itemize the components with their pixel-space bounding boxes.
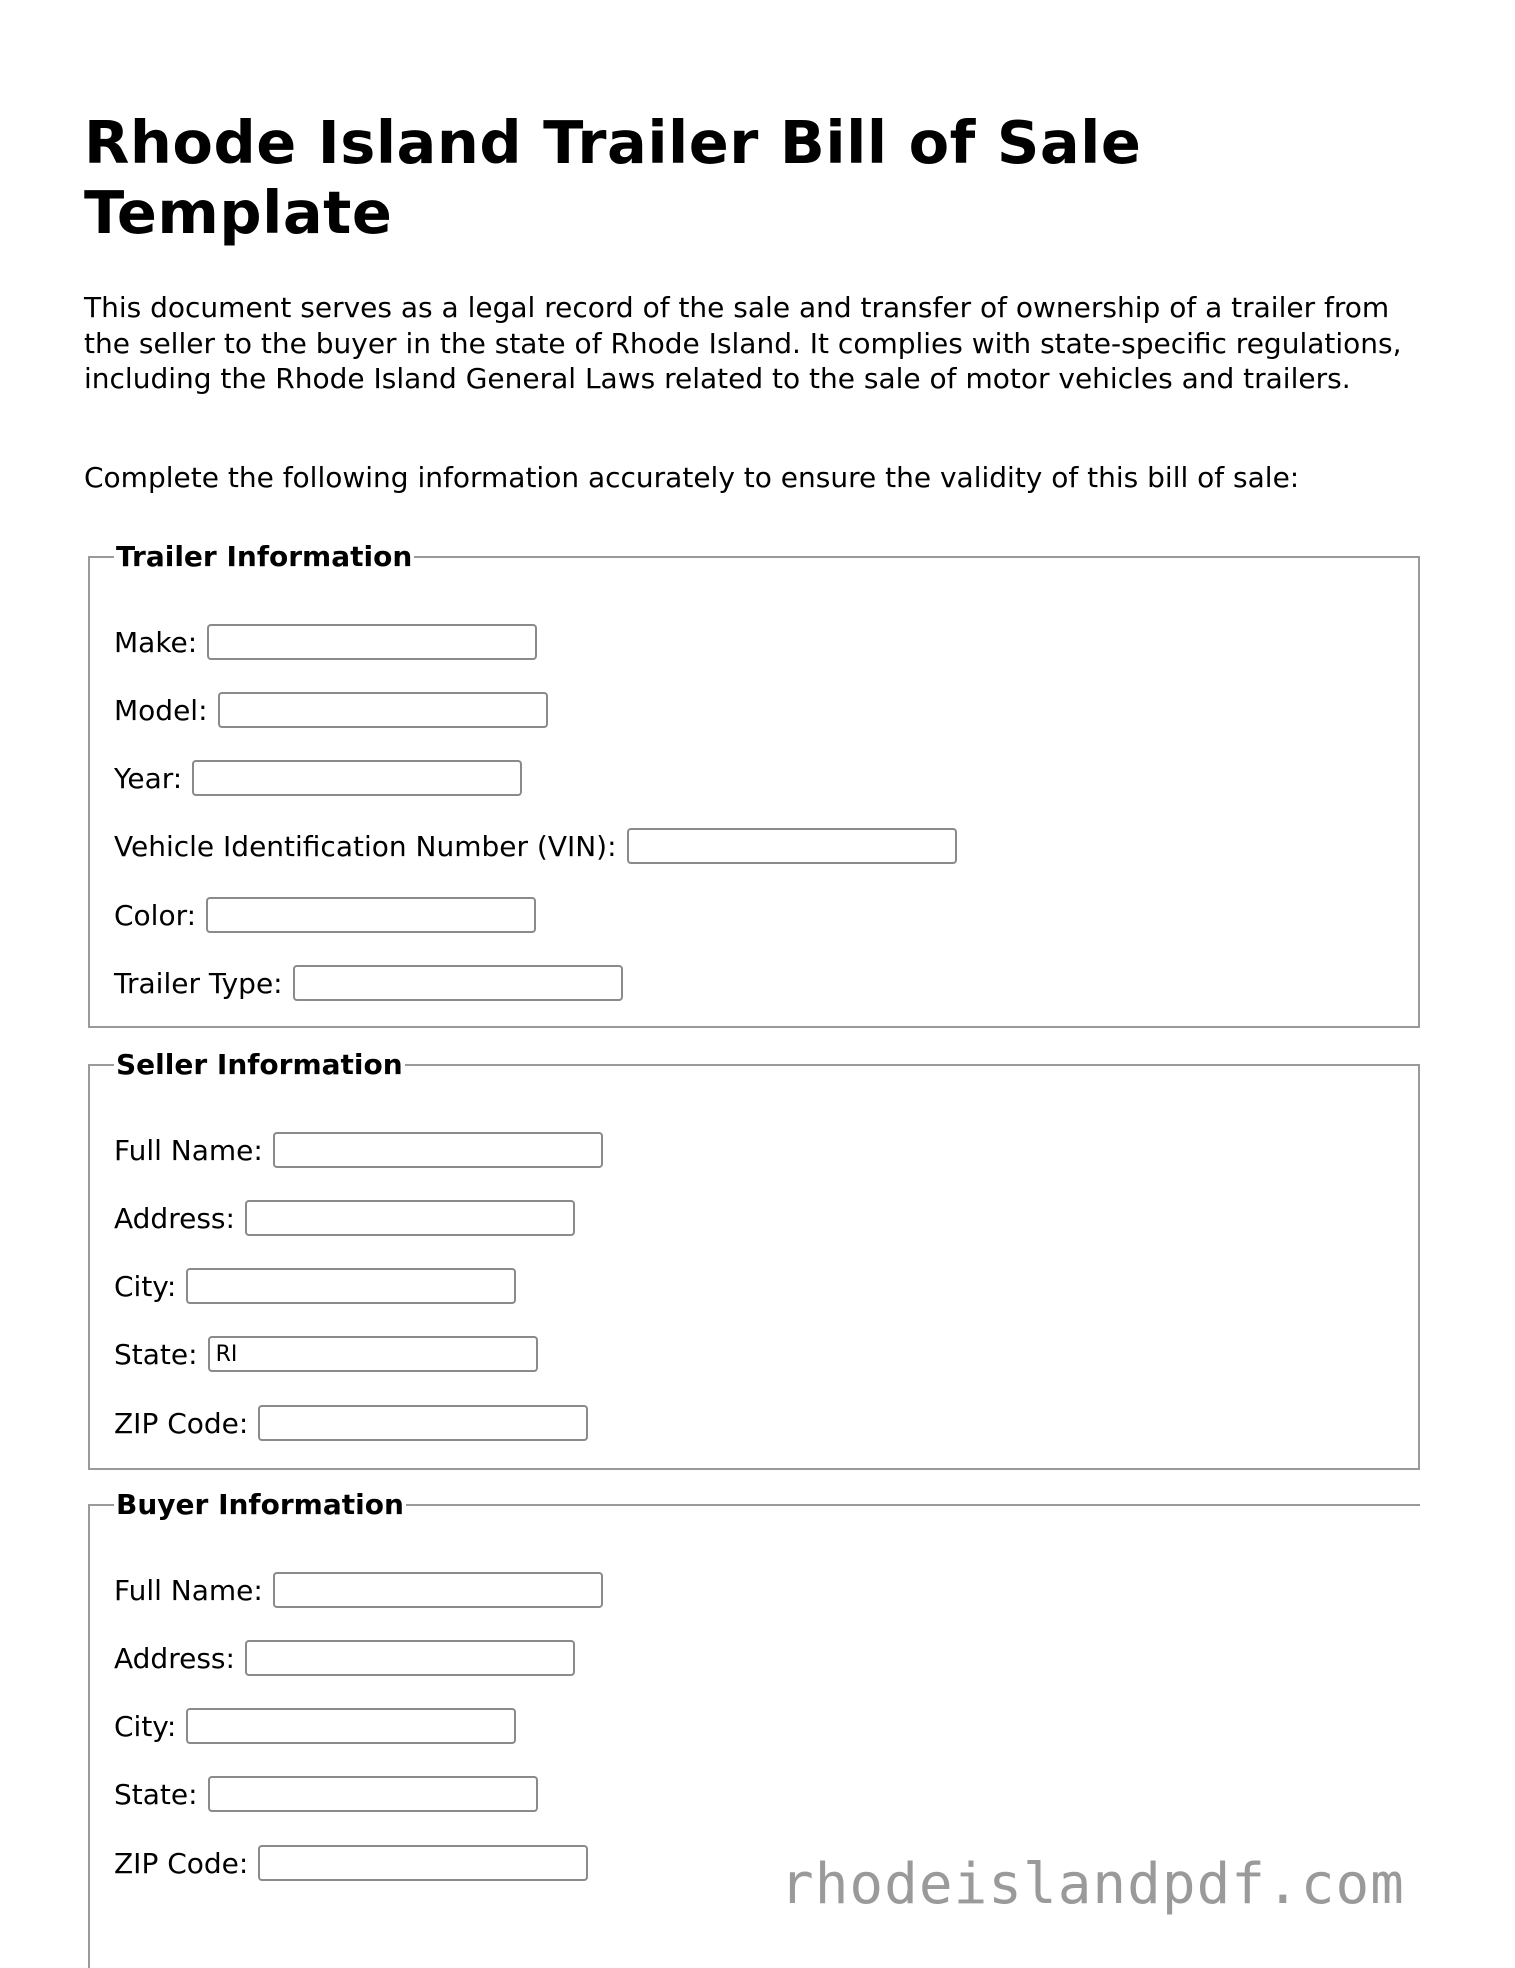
vin-input[interactable]	[627, 828, 957, 864]
page-title: Rhode Island Trailer Bill of Sale Template	[84, 108, 1142, 247]
year-label: Year:	[114, 761, 183, 795]
make-row	[114, 622, 537, 662]
buyer-full-name-label: Full Name:	[114, 1573, 263, 1607]
seller-city-input[interactable]	[186, 1268, 516, 1304]
model-label: Model:	[114, 693, 208, 727]
buyer-state-input[interactable]	[208, 1776, 538, 1812]
watermark-text: rhodeislandpdf.com	[780, 1852, 1405, 1917]
seller-address-label: Address:	[114, 1201, 235, 1235]
trailer-type-input[interactable]	[293, 965, 623, 1001]
seller-state-label: State:	[114, 1337, 198, 1371]
seller-zip-label: ZIP Code:	[114, 1406, 249, 1440]
buyer-zip-row	[114, 1843, 588, 1883]
make-input[interactable]	[207, 624, 537, 660]
seller-information-section	[88, 1048, 1420, 1470]
instructions-paragraph: Complete the following information accurately to ensure the validity of this bill of sale:	[84, 461, 1300, 494]
buyer-city-row	[114, 1706, 516, 1746]
seller-full-name-label: Full Name:	[114, 1133, 263, 1167]
trailer-type-label: Trailer Type:	[114, 966, 283, 1000]
seller-address-input[interactable]	[245, 1200, 575, 1236]
vin-label: Vehicle Identification Number (VIN):	[114, 829, 617, 863]
seller-city-row	[114, 1266, 516, 1306]
seller-zip-row	[114, 1403, 588, 1443]
buyer-zip-input[interactable]	[258, 1845, 588, 1881]
model-row	[114, 690, 548, 730]
intro-paragraph: This document serves as a legal record of the sale and transfer of ownership of a trailer from the seller to the buyer in the state of Rhode Island. It complies with state-specific regulations, including the Rhode Island General Laws related to the sale of motor vehicles and trailers.	[84, 291, 1402, 395]
buyer-full-name-input[interactable]	[273, 1572, 603, 1608]
year-input[interactable]	[192, 760, 522, 796]
buyer-information-legend: Buyer Information	[116, 1488, 404, 1521]
color-input[interactable]	[206, 897, 536, 933]
vin-row	[114, 826, 957, 866]
buyer-address-row	[114, 1638, 575, 1678]
seller-full-name-input[interactable]	[273, 1132, 603, 1168]
make-label: Make:	[114, 625, 198, 659]
trailer-information-legend: Trailer Information	[116, 540, 413, 573]
seller-zip-input[interactable]	[258, 1405, 588, 1441]
buyer-city-label: City:	[114, 1709, 177, 1743]
buyer-address-input[interactable]	[245, 1640, 575, 1676]
seller-information-legend: Seller Information	[116, 1048, 403, 1081]
seller-state-input[interactable]	[208, 1336, 538, 1372]
model-input[interactable]	[218, 692, 548, 728]
trailer-type-row	[114, 963, 623, 1003]
color-row	[114, 895, 536, 935]
buyer-state-row	[114, 1774, 538, 1814]
seller-state-row	[114, 1334, 538, 1374]
buyer-full-name-row	[114, 1570, 603, 1610]
buyer-zip-label: ZIP Code:	[114, 1846, 249, 1880]
buyer-state-label: State:	[114, 1777, 198, 1811]
year-row	[114, 758, 522, 798]
trailer-information-section	[88, 540, 1420, 1028]
seller-full-name-row	[114, 1130, 603, 1170]
seller-city-label: City:	[114, 1269, 177, 1303]
buyer-city-input[interactable]	[186, 1708, 516, 1744]
buyer-address-label: Address:	[114, 1641, 235, 1675]
color-label: Color:	[114, 898, 197, 932]
seller-address-row	[114, 1198, 575, 1238]
